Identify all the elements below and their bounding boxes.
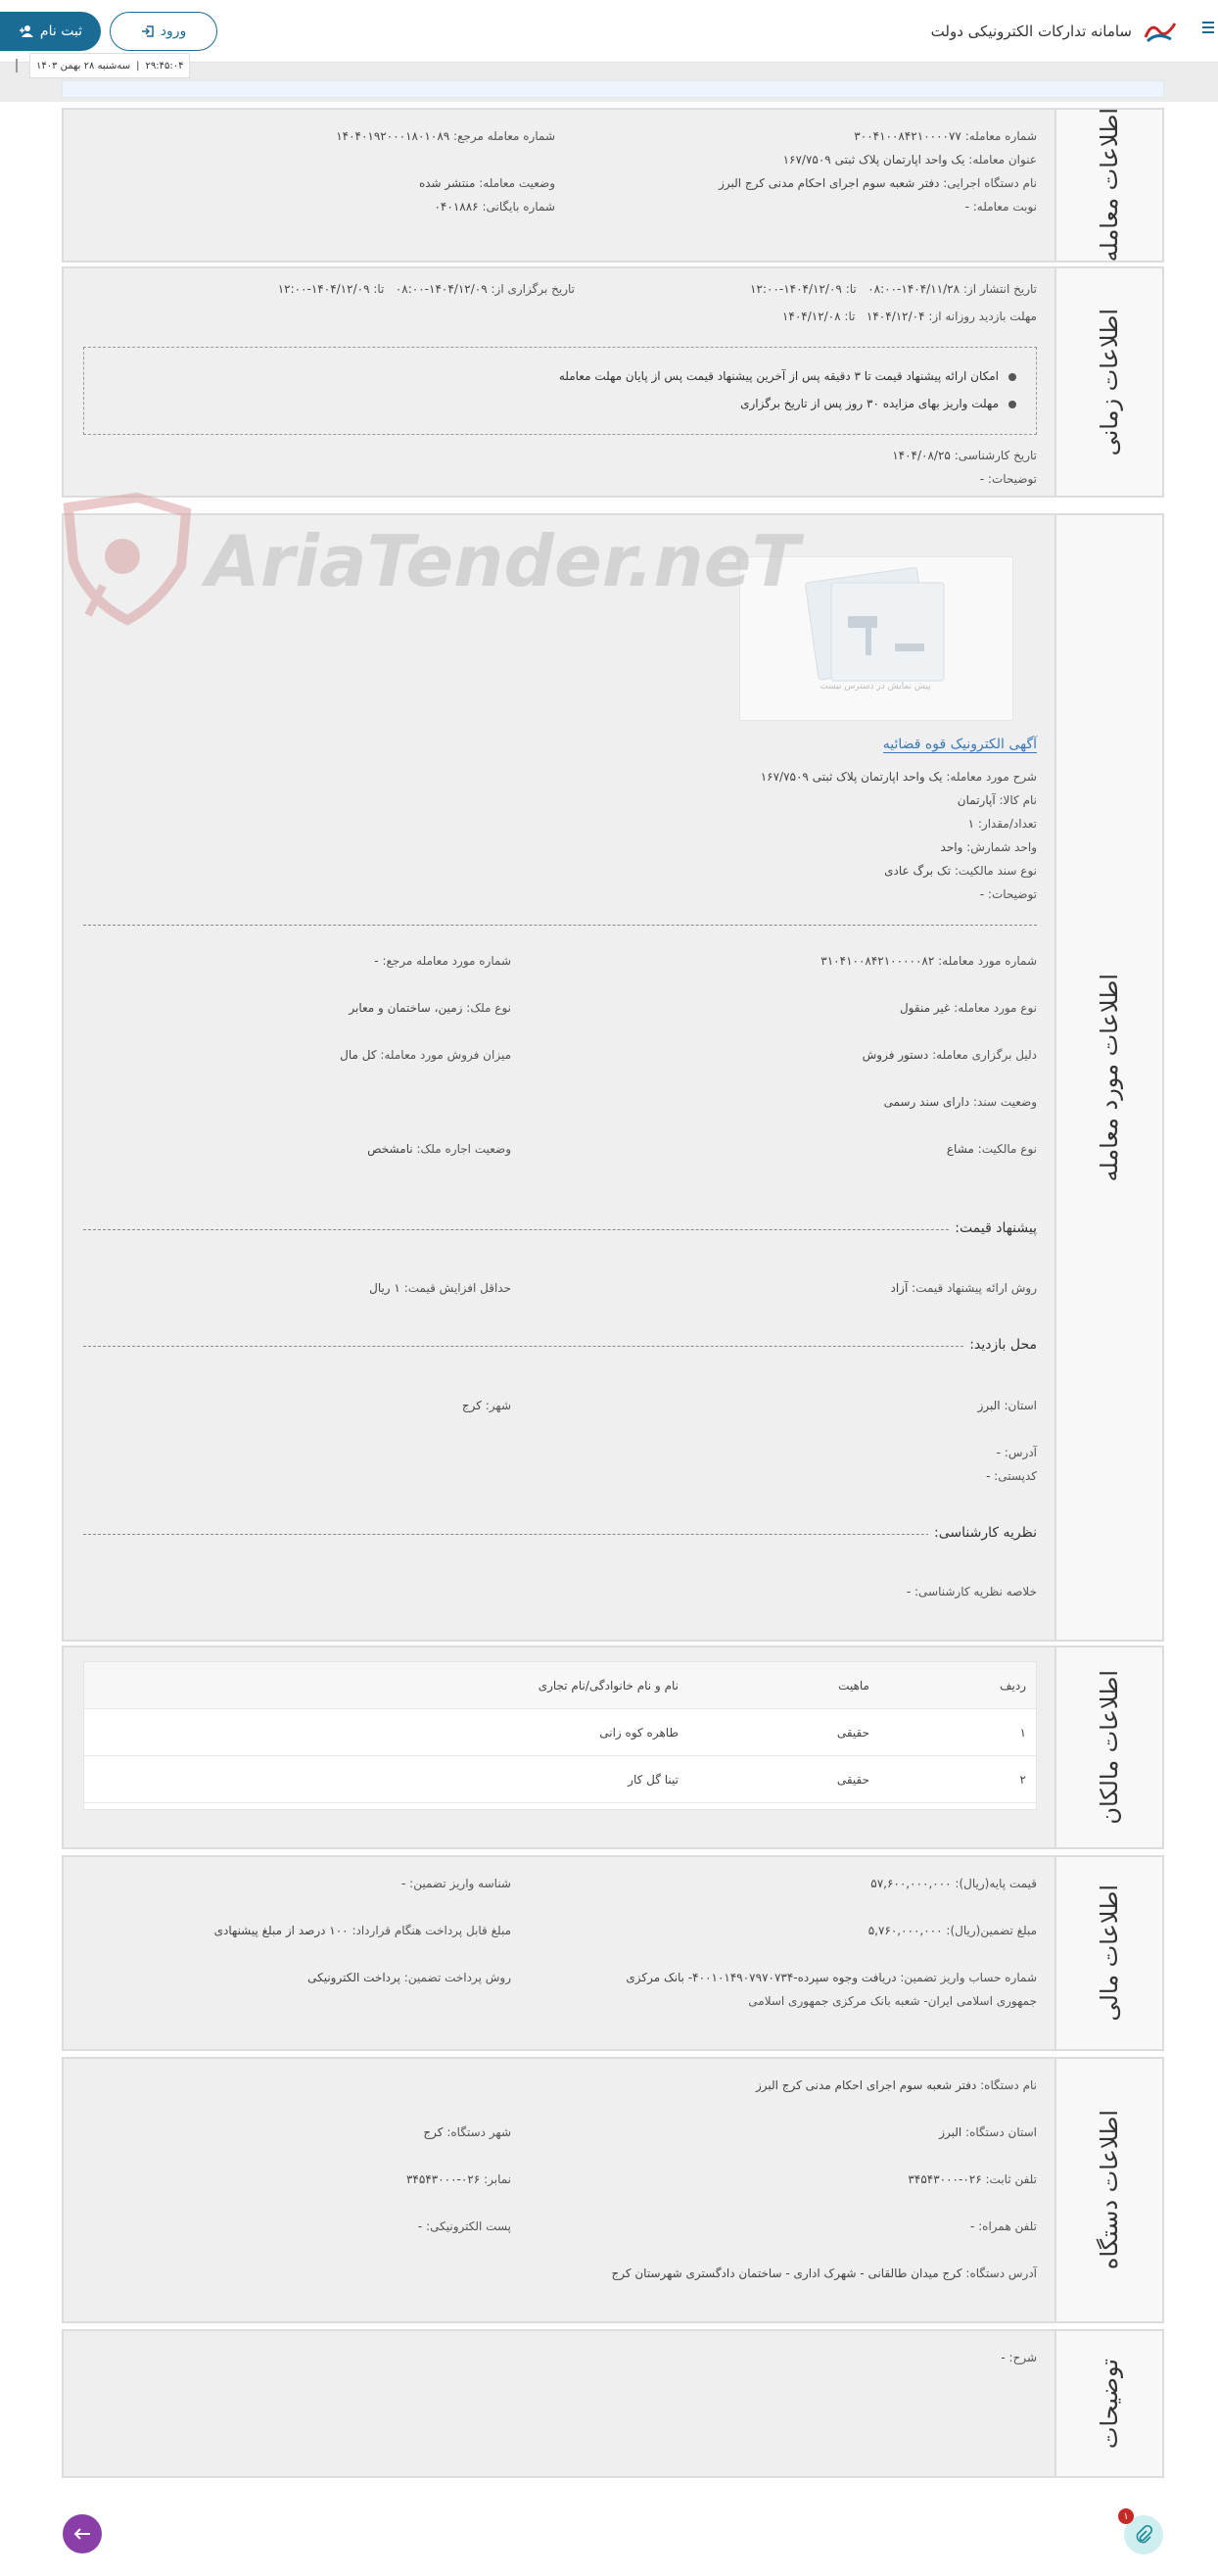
org-mobile: تلفن همراه: - [969, 2219, 1037, 2233]
deal-status: وضعیت معامله: منتشر شده [418, 176, 555, 190]
deal-title: عنوان معامله: یک واحد اپارتمان پلاک ثبتی ۱۶۷/۷۵۰۹ [782, 153, 1037, 167]
owners-table [83, 1661, 1037, 1810]
row-index: ۲ [1019, 1773, 1026, 1787]
brand[interactable] [931, 18, 1179, 45]
divider [83, 1534, 1037, 1535]
section-label: اطلاعات مورد معامله [1054, 515, 1162, 1640]
deposit-account: شماره حساب واریز تضمین: دریافت وجوه سپرده-۴۰۰۱۰۱۴۹۰۷۹۷۰۷۳۴- بانک مرکزی [626, 1971, 1037, 1984]
visit-heading: محل بازدید: [963, 1337, 1037, 1353]
date-label: سه‌شنبه ۲۸ بهمن ۱۴۰۳ [36, 60, 131, 72]
deal-org: نام دستگاه اجرایی: دفتر شعبه سوم اجرای احکام مدنی کرج البرز [719, 176, 1037, 190]
date-chip [29, 53, 190, 78]
org-address: آدرس دستگاه: کرج میدان طالقانی - شهرک اداری - ساختمان دادگستری شهرستان کرج [611, 2266, 1037, 2280]
expert-heading: نظریه کارشناسی: [928, 1525, 1037, 1541]
register-label: ثبت نام [39, 24, 83, 39]
item-info-section [62, 513, 1164, 1642]
column-header: نام و نام خانوادگی/نام تجاری [538, 1679, 679, 1693]
deal-info-section [62, 108, 1164, 262]
visit-province: استان: البرز [977, 1399, 1037, 1412]
owner-name: طاهره کوه زانی [599, 1726, 679, 1740]
visit-range: مهلت بازدید روزانه از: ۱۴۰۴/۱۲/۰۴ تا: ۱۴۰۴/۱۲/۰۸ [781, 310, 1037, 323]
deal-ref-number: شماره معامله مرجع: ۱۴۰۴۰۱۹۲۰۰۰۱۸۰۱۰۸۹ [336, 129, 555, 143]
guarantee-amount: مبلغ تضمین(ریال): ۵,۷۶۰,۰۰۰,۰۰۰ [867, 1924, 1037, 1937]
ad-title-link[interactable]: آگهی الکترونیک قوه قضائیه [882, 737, 1037, 752]
divider [83, 1346, 1037, 1347]
column-header: ماهیت [838, 1679, 869, 1693]
deposit-id: شناسه واریز تضمین: - [401, 1877, 511, 1890]
note-item: امکان ارائه پیشنهاد قیمت تا ۳ دقیقه پس از آخرین پیشنهاد قیمت پس از پایان مهلت معامله [559, 369, 1016, 383]
land-type: نوع ملک: زمین، ساختمان و معابر [349, 1001, 511, 1015]
divider [16, 59, 18, 72]
divider [83, 925, 1037, 926]
notes-box [83, 347, 1037, 435]
doc-status: وضعیت سند: دارای سند رسمی [883, 1095, 1037, 1109]
back-button[interactable] [63, 2514, 102, 2553]
setad-logo-icon [1142, 18, 1179, 45]
description-text: شرح: - [1001, 2351, 1037, 2364]
watermark-text: AriaTender.neT [206, 520, 800, 602]
login-button[interactable] [110, 12, 217, 51]
attachments-count-badge: ۱ [1118, 2508, 1134, 2524]
item-desc: شرح مورد معامله: یک واحد اپارتمان پلاک ثبتی ۱۶۷/۷۵۰۹ [760, 770, 1037, 784]
visit-postcode: کدپستی: - [986, 1469, 1037, 1483]
item-quantity: تعداد/مقدار: ۱ [967, 817, 1037, 831]
owner-kind: حقیقی [836, 1726, 869, 1740]
app-title: سامانه تدارکات الکترونیکی دولت [930, 23, 1132, 40]
arrow-left-icon [73, 2527, 91, 2541]
org-province: استان دستگاه: البرز [939, 2125, 1037, 2139]
section-label: اطلاعات معامله [1054, 110, 1162, 261]
section-label: توضیحات [1054, 2331, 1162, 2476]
expert-summary: خلاصه نظریه کارشناسی: - [906, 1585, 1037, 1598]
item-unit: واحد شمارش: واحد [940, 840, 1037, 854]
item-notes: توضیحات: - [979, 887, 1037, 901]
watermark-logo-icon [49, 488, 800, 625]
item-ref-number: شماره مورد معامله مرجع: - [374, 954, 511, 968]
deal-number: شماره معامله: ۳۰۰۴۱۰۰۸۴۲۱۰۰۰۰۷۷ [854, 129, 1037, 143]
expert-date: تاریخ کارشناسی: ۱۴۰۴/۰۸/۲۵ [892, 449, 1037, 462]
info-band [62, 80, 1164, 98]
deal-archive: شماره بایگانی: ۰۴۰۱۸۸۶ [434, 200, 555, 214]
time-description: توضیحات: - [979, 472, 1037, 486]
section-label: اطلاعات مالی [1054, 1857, 1162, 2049]
time-info-section [62, 266, 1164, 498]
section-label: اطلاعات دستگاه [1054, 2059, 1162, 2321]
owner-kind: حقیقی [836, 1773, 869, 1787]
owner-name: تینا گل کار [628, 1773, 679, 1787]
item-goods-name: نام کالا: آپارتمان [957, 793, 1037, 807]
finance-section [62, 1855, 1164, 2051]
row-index: ۱ [1019, 1726, 1026, 1740]
login-label: ورود [160, 24, 187, 39]
column-header: ردیف [1000, 1679, 1026, 1693]
org-section [62, 2057, 1164, 2323]
org-city: شهر دستگاه: کرج [423, 2125, 511, 2139]
ownership-type: نوع مالکیت: مشاع [946, 1142, 1037, 1156]
date-separator: | [136, 60, 140, 72]
description-section [62, 2329, 1164, 2478]
note-item: مهلت واریز بهای مزایده ۳۰ روز پس از تاریخ برگزاری [740, 397, 1016, 410]
date-code: ۲۹:۴۵:۰۴ [145, 60, 184, 72]
register-button[interactable] [0, 12, 101, 51]
bid-method: روش ارائه پیشنهاد قیمت: آزاد [890, 1281, 1037, 1295]
org-phone: تلفن ثابت: ۰۲۶-۳۴۵۴۳۰۰۰ [908, 2172, 1037, 2186]
owners-section [62, 1646, 1164, 1849]
org-name: نام دستگاه: دفتر شعبه سوم اجرای احکام مدنی کرج البرز [755, 2078, 1037, 2092]
login-icon [141, 24, 155, 38]
hold-reason: دلیل برگزاری معامله: دستور فروش [862, 1048, 1037, 1062]
item-number: شماره مورد معامله: ۳۱۰۴۱۰۰۸۴۲۱۰۰۰۰۰۸۲ [820, 954, 1037, 968]
org-fax: نمابر: ۰۲۶-۳۴۵۴۳۰۰۰ [405, 2172, 511, 2186]
contract-payment: مبلغ قابل پرداخت هنگام قرارداد: ۱۰۰ درصد از مبلغ پیشنهادی [213, 1924, 511, 1937]
divider [83, 1229, 1037, 1230]
paperclip-icon [1135, 2526, 1152, 2544]
deal-round: نوبت معامله: - [964, 200, 1037, 214]
sale-share: میزان فروش مورد معامله: کل مال [340, 1048, 511, 1062]
table-row [84, 1709, 1036, 1756]
table-row [84, 1756, 1036, 1803]
visit-city: شهر: کرج [461, 1399, 511, 1412]
publish-range: تاریخ انتشار از: ۱۴۰۴/۱۱/۲۸-۰۸:۰۰ تا: ۱۴۰۴/۱۲/۰۹-۱۲:۰۰ [750, 282, 1037, 296]
org-email: پست الکترونیکی: - [417, 2219, 511, 2233]
svg-text:پیش نمایش در دسترس نیست: پیش نمایش در دسترس نیست [820, 682, 931, 692]
table-header [84, 1662, 1036, 1709]
base-price: قیمت پایه(ریال): ۵۷,۶۰۰,۰۰۰,۰۰۰ [870, 1877, 1037, 1890]
menu-icon[interactable] [1202, 22, 1214, 35]
item-doc-type: نوع سند مالکیت: تک برگ عادی [884, 864, 1037, 878]
section-label: اطلاعات مالکان [1054, 1647, 1162, 1847]
visit-address: آدرس: - [996, 1446, 1037, 1459]
item-type: نوع مورد معامله: غیر منقول [899, 1001, 1037, 1015]
hold-range: تاریخ برگزاری از: ۱۴۰۴/۱۲/۰۹-۰۸:۰۰ تا: ۱۴۰۴/۱۲/۰۹-۱۲:۰۰ [277, 282, 575, 296]
min-increase: حداقل افزایش قیمت: ۱ ریال [369, 1281, 511, 1295]
section-label: اطلاعات زمانی [1054, 268, 1162, 496]
payment-method: روش پرداخت تضمین: پرداخت الکترونیکی [307, 1971, 511, 1984]
rent-status: وضعیت اجاره ملک: نامشخص [367, 1142, 511, 1156]
add-user-icon [19, 24, 34, 38]
deposit-account-bank: جمهوری اسلامی ایران- شعبه بانک مرکزی جمهوری اسلامی [748, 1994, 1037, 2008]
price-heading: پیشنهاد قیمت: [949, 1220, 1037, 1236]
